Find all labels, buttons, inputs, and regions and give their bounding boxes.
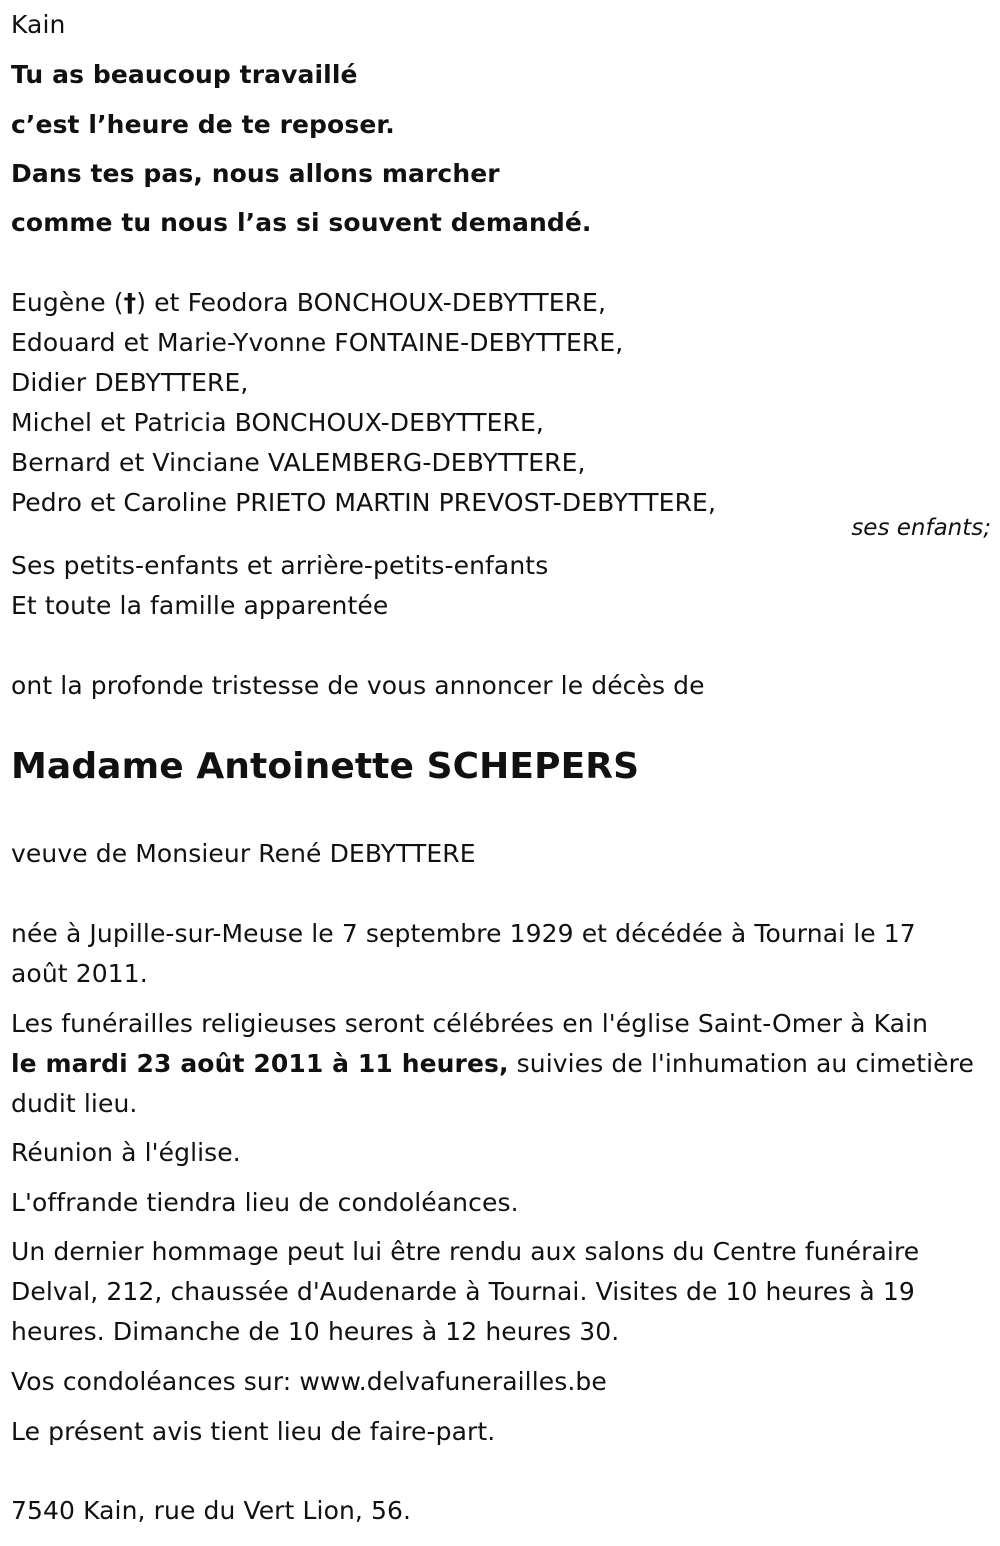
birth-death-line: née à Jupille-sur-Meuse le 7 septembre 1929 et décédée à Tournai le 17 <box>11 919 916 948</box>
offering-text: L'offrande tiendra lieu de condoléances. <box>11 1188 519 1217</box>
deceased-name: Madame Antoinette SCHEPERS <box>11 746 640 787</box>
child-line: Michel et Patricia BONCHOUX-DEBYTTERE, <box>11 408 544 437</box>
funeral-date: le mardi 23 août 2011 à 11 heures, <box>11 1049 509 1078</box>
child-line: Didier DEBYTTERE, <box>11 368 249 397</box>
funeral-line: dudit lieu. <box>11 1089 138 1118</box>
child-line: Edouard et Marie-Yvonne FONTAINE-DEBYTTERE, <box>11 328 624 357</box>
address-text: 7540 Kain, rue du Vert Lion, 56. <box>11 1496 412 1525</box>
cross-icon: † <box>123 288 137 317</box>
funeral-line: Les funérailles religieuses seront célébrées en l'église Saint-Omer à Kain <box>11 1009 929 1038</box>
funeral-line <box>11 1044 974 1084</box>
child-line: Pedro et Caroline PRIETO MARTIN PREVOST-DEBYTTERE, <box>11 488 716 517</box>
poem-line: Dans tes pas, nous allons marcher <box>11 159 500 188</box>
widow-of-text: veuve de Monsieur René DEBYTTERE <box>11 839 476 868</box>
child-first-prefix: Eugène ( <box>11 288 124 317</box>
tribute-line: Un dernier hommage peut lui être rendu aux salons du Centre funéraire <box>11 1237 920 1266</box>
tribute-line: heures. Dimanche de 10 heures à 12 heures 30. <box>11 1317 620 1346</box>
poem-line: Tu as beaucoup travaillé <box>11 60 358 89</box>
child-line <box>11 283 606 323</box>
condolences-text: Vos condoléances sur: www.delvafunerailles.be <box>11 1367 607 1396</box>
meeting-text: Réunion à l'église. <box>11 1138 241 1167</box>
children-label: ses enfants; <box>851 515 991 541</box>
place-name: Kain <box>11 10 66 39</box>
notice-text: Le présent avis tient lieu de faire-part. <box>11 1417 496 1446</box>
tribute-line: Delval, 212, chaussée d'Audenarde à Tournai. Visites de 10 heures à 19 <box>11 1277 915 1306</box>
child-line: Bernard et Vinciane VALEMBERG-DEBYTTERE, <box>11 448 586 477</box>
child-first-suffix: ) et Feodora BONCHOUX-DEBYTTERE, <box>136 288 606 317</box>
family-line: Et toute la famille apparentée <box>11 591 389 620</box>
poem-line: c’est l’heure de te reposer. <box>11 110 395 139</box>
birth-death-line: août 2011. <box>11 959 148 988</box>
funeral-line-rest: suivies de l'inhumation au cimetière <box>508 1049 974 1078</box>
family-line: Ses petits-enfants et arrière-petits-enfants <box>11 551 549 580</box>
announcement-text: ont la profonde tristesse de vous annoncer le décès de <box>11 671 705 700</box>
poem-line: comme tu nous l’as si souvent demandé. <box>11 208 592 237</box>
